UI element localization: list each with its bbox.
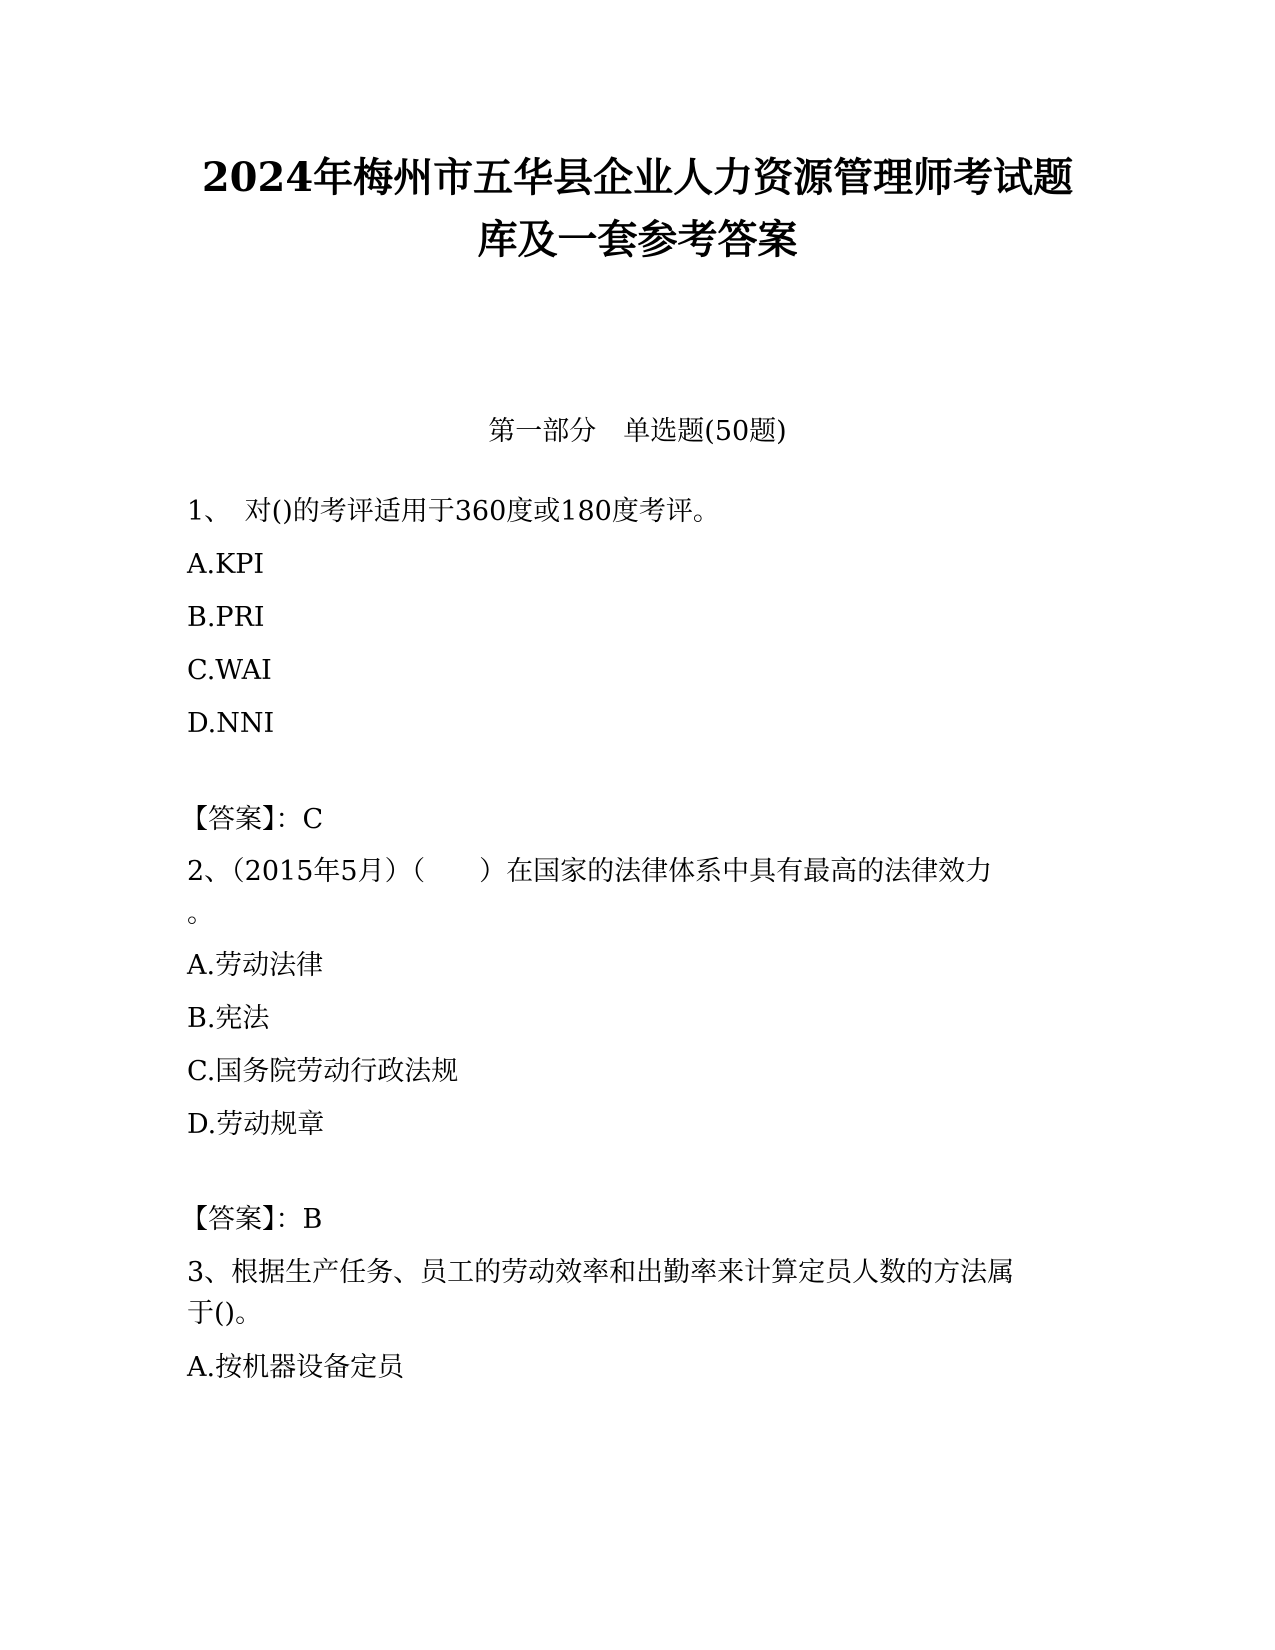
question-3-stem-continued: 于()。 (187, 1298, 263, 1329)
question-1-stem: 1、 对()的考评适用于360度或180度考评。 (187, 496, 720, 527)
question-2-stem-continued: 。 (187, 898, 214, 929)
question-1-option-a: A.KPI (187, 549, 265, 580)
section-heading: 第一部分 单选题(50题) (488, 416, 787, 447)
document-title-line-2: 库及一套参考答案 (477, 216, 798, 263)
question-2-option-b: B.宪法 (187, 1003, 270, 1034)
question-2-option-c: C.国务院劳动行政法规 (187, 1056, 459, 1087)
question-1-answer: 【答案】：C (181, 804, 324, 835)
document-title-line-1: 2024年梅州市五华县企业人力资源管理师考试题 (201, 154, 1074, 201)
question-2-stem: 2、（2015年5月）（ ）在国家的法律体系中具有最高的法律效力 (187, 856, 993, 887)
question-2-option-a: A.劳动法律 (187, 950, 324, 981)
question-3-option-a: A.按机器设备定员 (187, 1352, 405, 1383)
question-1-option-b: B.PRI (187, 602, 265, 633)
question-3-stem: 3、根据生产任务、员工的劳动效率和出勤率来计算定员人数的方法属 (187, 1257, 1015, 1288)
question-1-option-d: D.NNI (187, 708, 275, 739)
question-2-option-d: D.劳动规章 (187, 1109, 325, 1140)
question-1-option-c: C.WAI (187, 655, 272, 686)
question-2-answer: 【答案】：B (181, 1204, 323, 1235)
